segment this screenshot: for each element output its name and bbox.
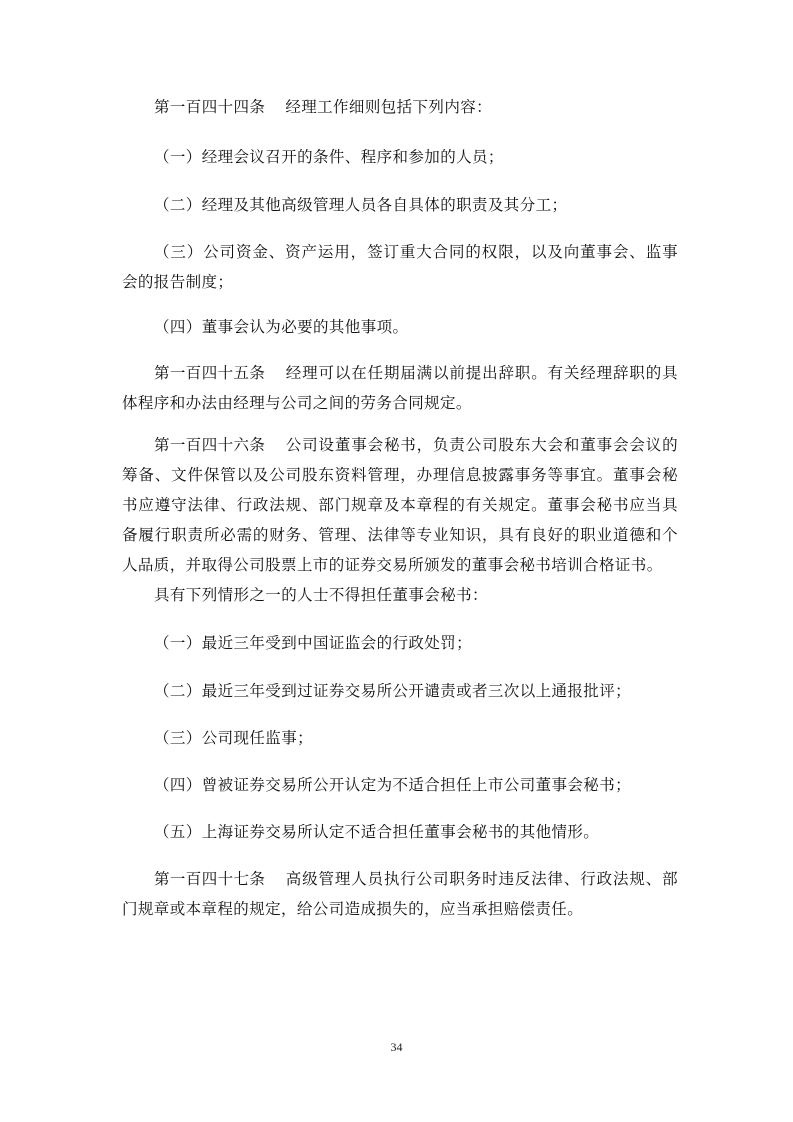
- article-number: 第一百四十五条: [154, 364, 266, 382]
- article-number: 第一百四十四条: [154, 98, 266, 116]
- page-number: 34: [390, 1040, 403, 1054]
- paragraph-text: （四）董事会认为必要的其他事项。: [154, 318, 409, 336]
- article-number: 第一百四十六条: [154, 436, 266, 454]
- disqualification-intro: [122, 580, 678, 610]
- article-145: [122, 358, 678, 418]
- list-item-2: [122, 190, 678, 220]
- article-144-heading: [122, 92, 678, 122]
- article-number: 第一百四十七条: [154, 870, 266, 888]
- paragraph-text: 经理工作细则包括下列内容：: [285, 98, 493, 116]
- disqualification-item-1: [122, 628, 678, 658]
- paragraph-text: （四）曾被证券交易所公开认定为不适合担任上市公司董事会秘书；: [154, 776, 632, 794]
- paragraph-text: （一）最近三年受到中国证监会的行政处罚；: [154, 634, 473, 652]
- paragraph-text: （三）公司资金、资产运用，签订重大合同的权限，以及向董事会、监事会的报告制度；: [122, 243, 678, 291]
- article-146: [122, 430, 678, 580]
- paragraph-text: 具有下列情形之一的人士不得担任董事会秘书：: [154, 586, 488, 604]
- paragraph-text: （五）上海证券交易所认定不适合担任董事会秘书的其他情形。: [154, 823, 600, 841]
- paragraph-text: 高级管理人员执行公司职务时违反法律、行政法规、部门规章或本章程的规定，给公司造成损失的，应当承担赔偿责任。: [122, 870, 678, 918]
- paragraph-text: 公司设董事会秘书，负责公司股东大会和董事会会议的筹备、文件保管以及公司股东资料管理，办理信息披露事务等事宜。董事会秘书应遵守法律、行政法规、部门规章及本章程的有关规定。董事会秘书应当具备履行职责所必需的财务、管理、法律等专业知识，具有良好的职业道德和个人品质，并取得公司股票上市的证券交易所颁发的董事会秘书培训合格证书。: [122, 436, 678, 574]
- disqualification-item-5: [122, 817, 678, 847]
- list-item-4: [122, 312, 678, 342]
- paragraph-text: （二）最近三年受到过证券交易所公开谴责或者三次以上通报批评；: [154, 682, 632, 700]
- paragraph-text: （二）经理及其他高级管理人员各自具体的职责及其分工；: [154, 196, 568, 214]
- disqualification-item-4: [122, 770, 678, 800]
- paragraph-text: （三）公司现任监事；: [154, 729, 314, 747]
- list-item-1: [122, 142, 678, 172]
- paragraph-text: 经理可以在任期届满以前提出辞职。有关经理辞职的具体程序和办法由经理与公司之间的劳务合同规定。: [122, 364, 678, 412]
- disqualification-item-3: [122, 723, 678, 753]
- paragraph-text: （一）经理会议召开的条件、程序和参加的人员；: [154, 148, 504, 166]
- article-147: [122, 864, 678, 924]
- list-item-3: [122, 237, 678, 297]
- disqualification-item-2: [122, 676, 678, 706]
